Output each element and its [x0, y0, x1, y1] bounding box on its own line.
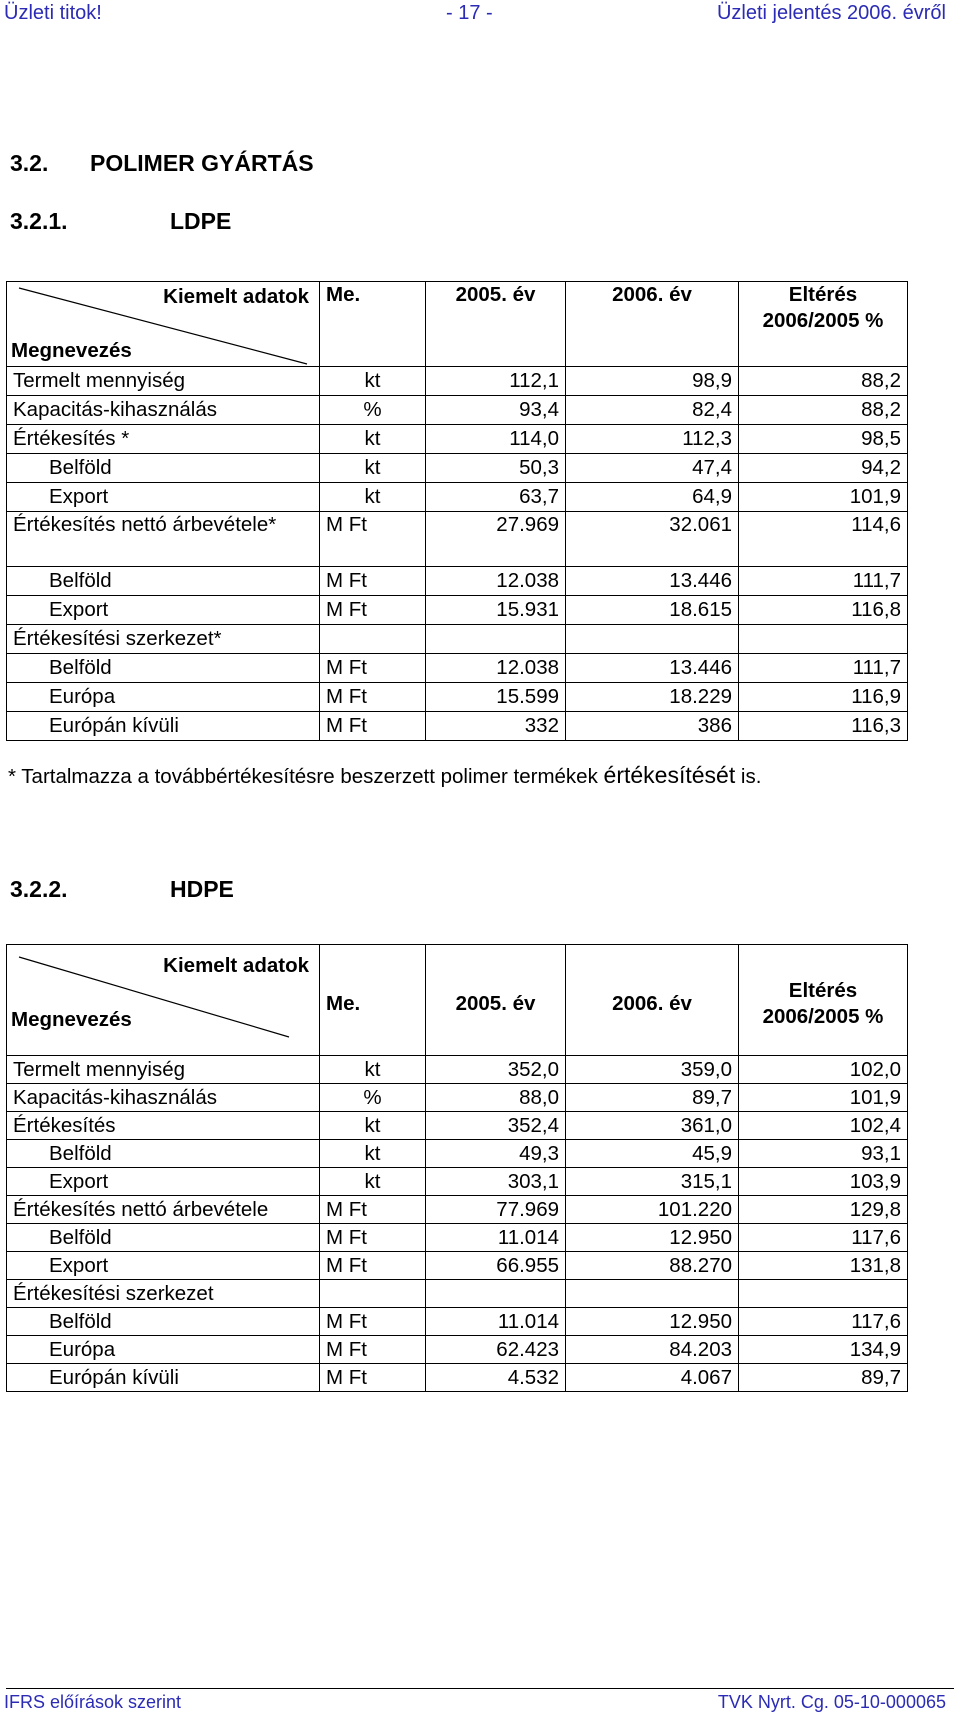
row-2005-cell: 112,1 [426, 367, 566, 396]
table-row [7, 1224, 908, 1252]
table-row [7, 1364, 908, 1392]
row-2006-cell: 4.067 [566, 1364, 739, 1392]
table-row [7, 425, 908, 454]
col-2005-header: 2005. év [426, 282, 566, 367]
row-unit-cell: kt [320, 425, 426, 454]
section-number: 3.2. [10, 150, 49, 176]
row-unit-cell: M Ft [320, 1196, 426, 1224]
table-row [7, 1056, 908, 1084]
table-row [7, 367, 908, 396]
row-name-cell: Értékesítés nettó árbevétele [7, 1196, 320, 1224]
ldpe-corner-cell [7, 282, 320, 367]
hdpe-number: 3.2.2. [10, 876, 68, 902]
hdpe-heading [10, 876, 234, 903]
row-diff-cell: 117,6 [739, 1308, 908, 1336]
row-2006-cell: 361,0 [566, 1112, 739, 1140]
row-name-cell: Belföld [7, 1140, 320, 1168]
corner-label-bottom: Megnevezés [11, 1008, 132, 1031]
row-diff-cell: 117,6 [739, 1224, 908, 1252]
table-row [7, 1336, 908, 1364]
table-row [7, 625, 908, 654]
row-name-cell: Belföld [7, 1224, 320, 1252]
row-unit-cell: kt [320, 1168, 426, 1196]
table-row [7, 1308, 908, 1336]
row-unit-cell: M Ft [320, 1364, 426, 1392]
row-diff-cell: 89,7 [739, 1364, 908, 1392]
row-2006-cell: 18.229 [566, 683, 739, 712]
row-name-cell: Értékesítés nettó árbevétele* [7, 512, 320, 567]
row-unit-cell: M Ft [320, 512, 426, 567]
row-diff-cell: 111,7 [739, 567, 908, 596]
row-2005-cell: 12.038 [426, 567, 566, 596]
row-2006-cell: 47,4 [566, 454, 739, 483]
table-row [7, 396, 908, 425]
table-row [7, 1140, 908, 1168]
row-unit-cell: M Ft [320, 1224, 426, 1252]
row-diff-cell: 94,2 [739, 454, 908, 483]
hdpe-table [6, 944, 908, 1392]
row-2005-cell: 49,3 [426, 1140, 566, 1168]
table-row [7, 654, 908, 683]
row-2006-cell: 359,0 [566, 1056, 739, 1084]
row-name-cell: Európa [7, 1336, 320, 1364]
row-unit-cell: M Ft [320, 596, 426, 625]
row-2005-cell: 15.931 [426, 596, 566, 625]
row-unit-cell: % [320, 396, 426, 425]
row-diff-cell: 131,8 [739, 1252, 908, 1280]
page-header-left: Üzleti titok! [4, 2, 102, 24]
row-name-cell: Belföld [7, 654, 320, 683]
table-row [7, 1280, 908, 1308]
col-diff-header: Eltérés 2006/2005 % [739, 945, 908, 1056]
row-2006-cell: 88.270 [566, 1252, 739, 1280]
row-name-cell: Kapacitás-kihasználás [7, 396, 320, 425]
row-2005-cell: 114,0 [426, 425, 566, 454]
section-heading [10, 150, 314, 177]
row-unit-cell: % [320, 1084, 426, 1112]
row-name-cell: Értékesítési szerkezet [7, 1280, 320, 1308]
table-row [7, 483, 908, 512]
row-unit-cell: kt [320, 1140, 426, 1168]
corner-label-bottom: Megnevezés [11, 339, 132, 362]
hdpe-header-row [7, 945, 908, 1056]
row-2006-cell: 112,3 [566, 425, 739, 454]
row-2006-cell: 98,9 [566, 367, 739, 396]
row-2006-cell: 45,9 [566, 1140, 739, 1168]
ldpe-footnote [8, 762, 761, 789]
ldpe-number: 3.2.1. [10, 208, 68, 234]
row-diff-cell: 102,0 [739, 1056, 908, 1084]
row-unit-cell: kt [320, 1112, 426, 1140]
row-name-cell: Export [7, 1252, 320, 1280]
row-name-cell: Export [7, 483, 320, 512]
row-2006-cell: 64,9 [566, 483, 739, 512]
table-row [7, 1252, 908, 1280]
row-name-cell: Termelt mennyiség [7, 367, 320, 396]
row-2005-cell: 332 [426, 712, 566, 741]
page-header-right: Üzleti jelentés 2006. évről [716, 2, 946, 24]
hdpe-title: HDPE [170, 876, 234, 902]
row-2005-cell: 352,0 [426, 1056, 566, 1084]
row-2006-cell: 101.220 [566, 1196, 739, 1224]
row-diff-cell: 101,9 [739, 1084, 908, 1112]
row-2005-cell [426, 625, 566, 654]
footnote-text-c: is. [735, 765, 762, 788]
row-unit-cell: M Ft [320, 654, 426, 683]
row-name-cell: Európán kívüli [7, 712, 320, 741]
col-diff-header: Eltérés 2006/2005 % [739, 282, 908, 367]
row-name-cell: Értékesítés [7, 1112, 320, 1140]
row-2006-cell: 84.203 [566, 1336, 739, 1364]
ldpe-table [6, 281, 908, 741]
table-row [7, 596, 908, 625]
col-unit-header: Me. [320, 282, 426, 367]
col-2006-header: 2006. év [566, 282, 739, 367]
row-unit-cell: M Ft [320, 1336, 426, 1364]
table-row [7, 712, 908, 741]
row-diff-cell [739, 625, 908, 654]
table-row [7, 567, 908, 596]
row-name-cell: Európa [7, 683, 320, 712]
corner-label-top: Kiemelt adatok [163, 954, 309, 977]
row-unit-cell: M Ft [320, 712, 426, 741]
row-diff-cell: 129,8 [739, 1196, 908, 1224]
row-diff-cell: 101,9 [739, 483, 908, 512]
row-2006-cell [566, 625, 739, 654]
row-unit-cell: M Ft [320, 1252, 426, 1280]
row-2006-cell [566, 1280, 739, 1308]
footer-divider [6, 1688, 954, 1689]
corner-label-top: Kiemelt adatok [163, 285, 309, 308]
row-2006-cell: 12.950 [566, 1308, 739, 1336]
table-row [7, 512, 908, 567]
ldpe-title: LDPE [170, 208, 232, 234]
row-diff-cell: 134,9 [739, 1336, 908, 1364]
row-diff-cell: 88,2 [739, 396, 908, 425]
row-2005-cell: 303,1 [426, 1168, 566, 1196]
row-name-cell: Európán kívüli [7, 1364, 320, 1392]
row-diff-cell: 102,4 [739, 1112, 908, 1140]
row-diff-cell: 116,3 [739, 712, 908, 741]
row-diff-cell: 103,9 [739, 1168, 908, 1196]
row-2005-cell: 62.423 [426, 1336, 566, 1364]
row-unit-cell: kt [320, 367, 426, 396]
row-diff-cell: 111,7 [739, 654, 908, 683]
row-name-cell: Export [7, 596, 320, 625]
row-name-cell: Értékesítés * [7, 425, 320, 454]
row-unit-cell [320, 625, 426, 654]
row-2006-cell: 13.446 [566, 654, 739, 683]
row-2005-cell: 88,0 [426, 1084, 566, 1112]
row-name-cell: Kapacitás-kihasználás [7, 1084, 320, 1112]
row-2006-cell: 315,1 [566, 1168, 739, 1196]
row-2006-cell: 386 [566, 712, 739, 741]
table-row [7, 1084, 908, 1112]
row-2005-cell: 11.014 [426, 1224, 566, 1252]
col-unit-header: Me. [320, 945, 426, 1056]
row-2005-cell: 12.038 [426, 654, 566, 683]
row-unit-cell: M Ft [320, 1308, 426, 1336]
table-row [7, 1112, 908, 1140]
row-name-cell: Értékesítési szerkezet* [7, 625, 320, 654]
row-diff-cell: 114,6 [739, 512, 908, 567]
page-footer-left: IFRS előírások szerint [4, 1692, 182, 1712]
row-2005-cell: 11.014 [426, 1308, 566, 1336]
row-unit-cell [320, 1280, 426, 1308]
row-2006-cell: 18.615 [566, 596, 739, 625]
row-2005-cell: 93,4 [426, 396, 566, 425]
ldpe-heading [10, 208, 232, 235]
row-2005-cell [426, 1280, 566, 1308]
hdpe-corner-cell [7, 945, 320, 1056]
row-diff-cell: 116,9 [739, 683, 908, 712]
row-name-cell: Belföld [7, 567, 320, 596]
row-2006-cell: 13.446 [566, 567, 739, 596]
row-2006-cell: 82,4 [566, 396, 739, 425]
row-diff-cell: 88,2 [739, 367, 908, 396]
ldpe-header-row [7, 282, 908, 367]
row-2006-cell: 89,7 [566, 1084, 739, 1112]
row-2005-cell: 27.969 [426, 512, 566, 567]
table-row [7, 683, 908, 712]
row-unit-cell: M Ft [320, 683, 426, 712]
row-2005-cell: 50,3 [426, 454, 566, 483]
section-title: POLIMER GYÁRTÁS [90, 150, 314, 176]
page-footer-right: TVK Nyrt. Cg. 05-10-000065 [717, 1692, 946, 1712]
row-name-cell: Export [7, 1168, 320, 1196]
row-diff-cell: 93,1 [739, 1140, 908, 1168]
row-2005-cell: 63,7 [426, 483, 566, 512]
row-diff-cell: 116,8 [739, 596, 908, 625]
col-2006-header: 2006. év [566, 945, 739, 1056]
row-2006-cell: 32.061 [566, 512, 739, 567]
row-name-cell: Belföld [7, 1308, 320, 1336]
page-number: - 17 - [446, 2, 493, 24]
table-row [7, 454, 908, 483]
table-row [7, 1196, 908, 1224]
row-unit-cell: M Ft [320, 567, 426, 596]
row-2005-cell: 77.969 [426, 1196, 566, 1224]
footnote-text-b: értékesítését [603, 762, 736, 788]
row-2005-cell: 4.532 [426, 1364, 566, 1392]
row-unit-cell: kt [320, 454, 426, 483]
row-diff-cell [739, 1280, 908, 1308]
row-2005-cell: 15.599 [426, 683, 566, 712]
table-row [7, 1168, 908, 1196]
row-2005-cell: 352,4 [426, 1112, 566, 1140]
row-2006-cell: 12.950 [566, 1224, 739, 1252]
col-2005-header: 2005. év [426, 945, 566, 1056]
row-name-cell: Belföld [7, 454, 320, 483]
row-name-cell: Termelt mennyiség [7, 1056, 320, 1084]
row-diff-cell: 98,5 [739, 425, 908, 454]
footnote-text-a: * Tartalmazza a továbbértékesítésre beszerzett polimer termékek [8, 765, 604, 788]
row-2005-cell: 66.955 [426, 1252, 566, 1280]
row-unit-cell: kt [320, 483, 426, 512]
row-unit-cell: kt [320, 1056, 426, 1084]
